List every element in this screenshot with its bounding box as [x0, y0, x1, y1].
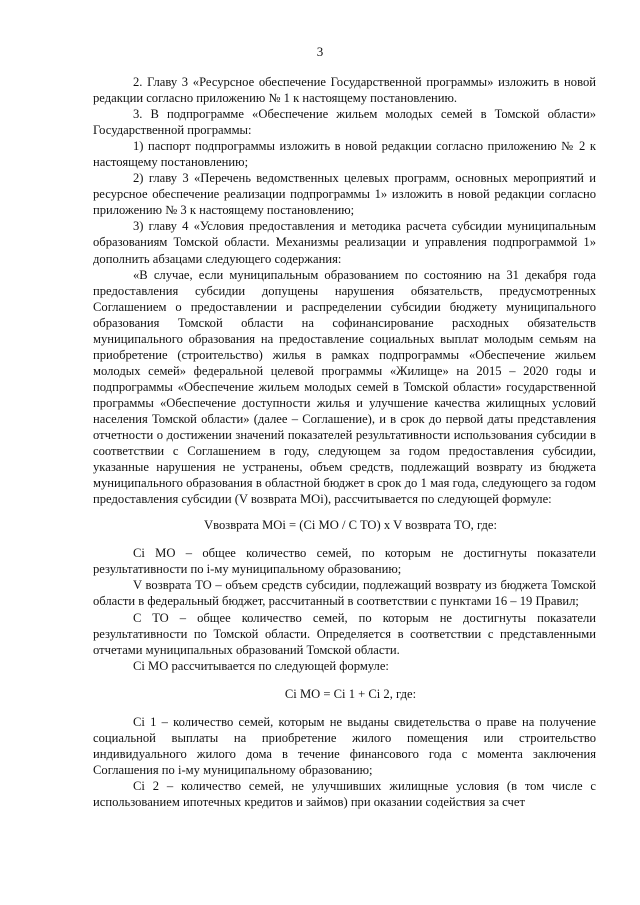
paragraph: 3) главу 4 «Условия предоставления и методика расчета субсидии муниципальным образованиям Томской области. Механизмы реализации и управления подпрограммой 1» дополнить абзацами следующего содержания: — [93, 219, 596, 266]
paragraph: 1) паспорт подпрограммы изложить в новой редакции согласно приложению № 2 к настоящему постановлению; — [93, 139, 596, 170]
document-body — [93, 74, 596, 810]
paragraph: 3. В подпрограмме «Обеспечение жильем молодых семей в Томской области» Государственной программы: — [93, 107, 596, 138]
formula-refund-volume: Vвозврата MOi = (Ci MO / C TO) x V возврата TO, где: — [203, 518, 498, 533]
paragraph: Ci 1 – количество семей, которым не выданы свидетельства о праве на получение социальной выплаты на приобретение жилого помещения или строительство индивидуального жилого дома в течение финансового года с момента заключения Соглашения по i-му муниципальному образованию; — [93, 714, 596, 777]
formula-family-count: Ci MO = Ci 1 + Ci 2, где: — [284, 686, 417, 701]
paragraph: 2) главу 3 «Перечень ведомственных целевых программ, основных мероприятий и ресурсное обеспечение реализации подпрограммы 1» изложить в новой редакции согласно приложению № 3 к настоящему постановлению; — [93, 171, 596, 218]
definition: Ci MO – общее количество семей, по которым не достигнуты показатели результативности по i-му муниципальному образованию; — [93, 546, 596, 577]
page-number: 3 — [316, 44, 324, 59]
paragraph: 2. Главу 3 «Ресурсное обеспечение Государственной программы» изложить в новой редакции согласно приложению № 1 к настоящему постановлению. — [93, 75, 596, 106]
paragraph: Ci 2 – количество семей, не улучшивших жилищные условия (в том числе с использованием ипотечных кредитов и займов) при оказании содействия за счет — [93, 778, 596, 809]
definition: V возврата TO – объем средств субсидии, подлежащий возврату из бюджета Томской области в федеральный бюджет, рассчитанный в соответствии с пунктами 16 – 19 Правил; — [93, 578, 596, 609]
definition: Ci MO рассчитывается по следующей формуле: — [133, 658, 389, 673]
paragraph: «В случае, если муниципальным образованием по состоянию на 31 декабря года предоставления субсидии допущены нарушения обязательств, предусмотренных Соглашением о предоставлении и распределении субсидии бюджету муниципального образования Томской области на софинансирование расходных обязательств муниципального образования на предоставление социальных выплат молодым семьям на приобретение (строительство) жилья в рамках подпрограммы «Обеспечение жильем молодых семей» федеральной целевой программы «Жилище» на 2015 – 2020 годы и подпрограммы «Обеспечение жильем молодых семей в Томской области» государственной программы «Обеспечение доступности жилья и улучшение качества жилищных условий населения Томской области» (далее – Соглашение), и в срок до первой даты представления отчетности о достижении значений показателей результативности использования субсидии в соответствии с Соглашением в году, следующем за годом предоставления субсидии, указанные нарушения не устранены, объем средств, подлежащий возврату из бюджета муниципального образования в областной бюджет в срок до 1 мая года, следующего за годом предоставления субсидии (V возврата MOi), рассчитывается по следующей формуле: — [93, 267, 596, 507]
definition: C TO – общее количество семей, по которым не достигнуты показатели результативности по Томской области. Определяется в соответствии с представленными отчетами муниципальных образований Томской области. — [93, 610, 596, 657]
